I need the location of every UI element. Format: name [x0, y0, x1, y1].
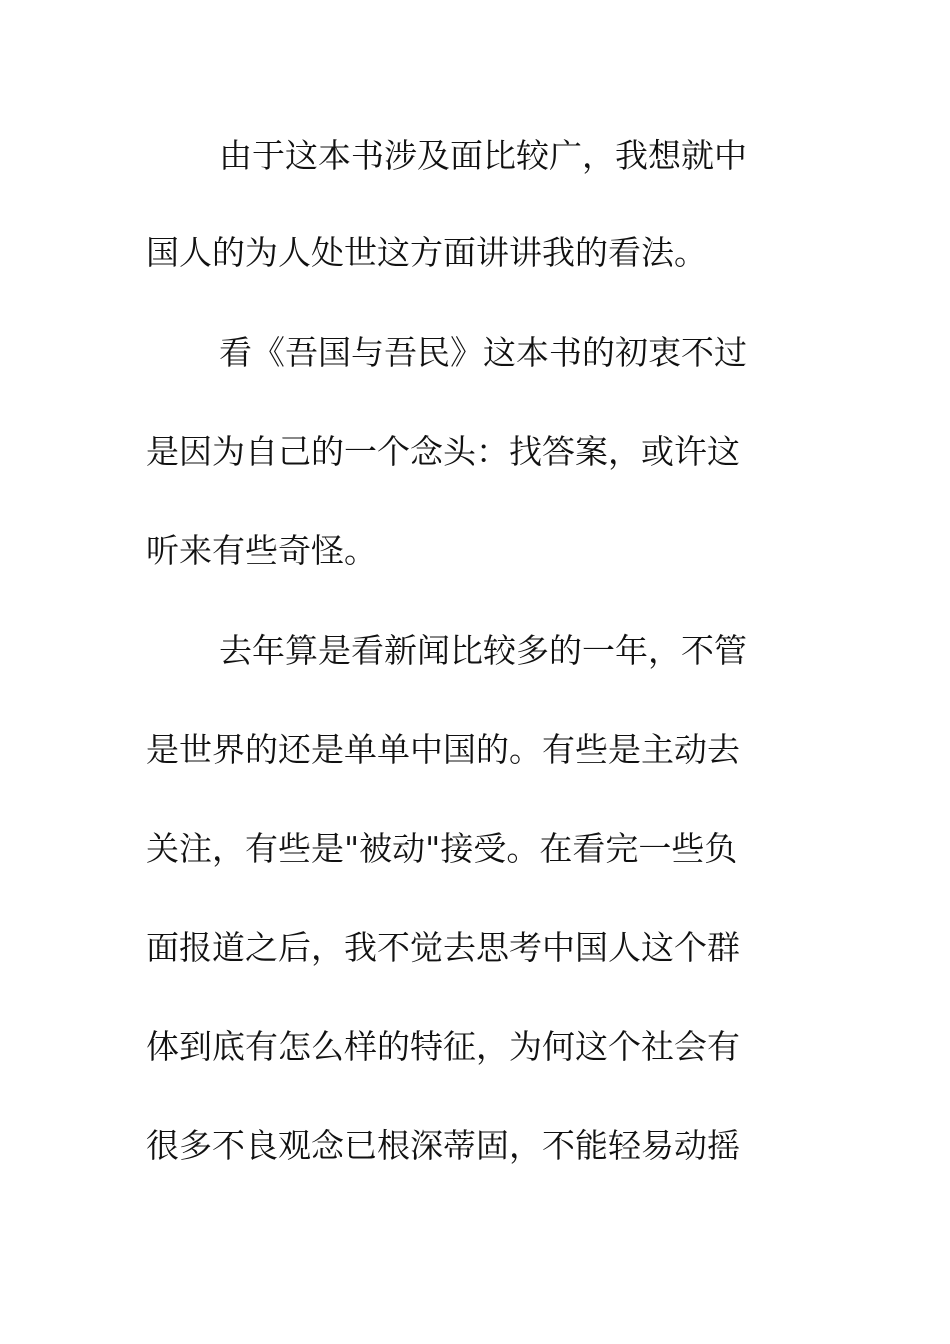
paragraph-3-line-2: 是世界的还是单单中国的。有些是主动去 — [146, 730, 740, 769]
paragraph-3-line-6: 很多不良观念已根深蒂固，不能轻易动摇 — [146, 1126, 740, 1165]
paragraph-3-line-5: 体到底有怎么样的特征，为何这个社会有 — [146, 1027, 740, 1066]
paragraph-2-line-1: 看《吾国与吾民》这本书的初衷不过 — [219, 333, 747, 372]
paragraph-3-line-3: 关注，有些是"被动"接受。在看完一些负 — [146, 829, 738, 868]
paragraph-3-line-4: 面报道之后，我不觉去思考中国人这个群 — [146, 928, 740, 967]
paragraph-1-line-1: 由于这本书涉及面比较广，我想就中 — [219, 136, 747, 175]
paragraph-2-line-3: 听来有些奇怪。 — [146, 531, 377, 570]
paragraph-2-line-2: 是因为自己的一个念头：找答案，或许这 — [146, 432, 740, 471]
paragraph-1-line-2: 国人的为人处世这方面讲讲我的看法。 — [146, 233, 707, 272]
paragraph-3-line-1: 去年算是看新闻比较多的一年，不管 — [219, 631, 747, 670]
